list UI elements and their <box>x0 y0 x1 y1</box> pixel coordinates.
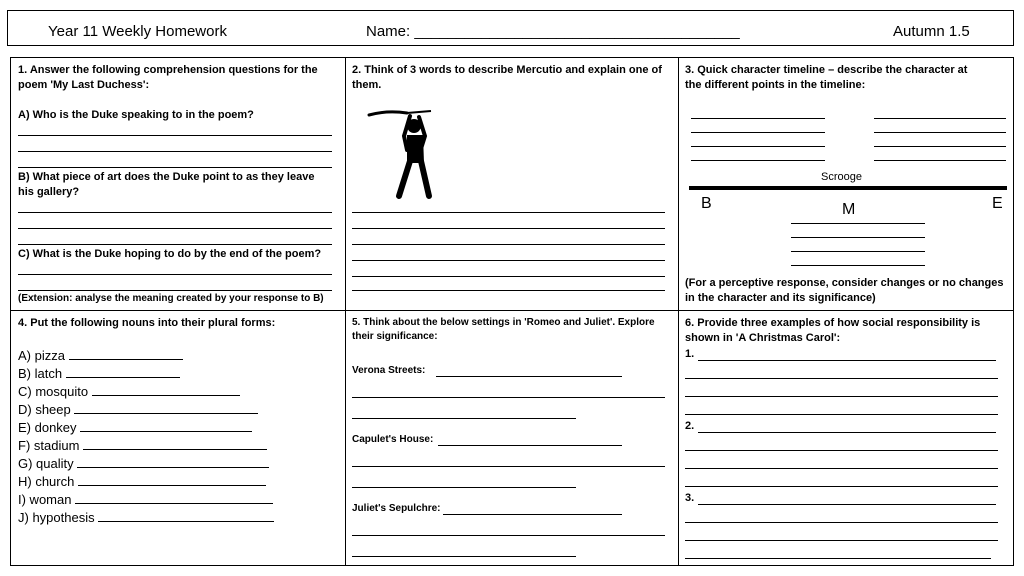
answer-line[interactable] <box>352 418 576 419</box>
plural-item <box>18 474 266 489</box>
answer-line[interactable] <box>18 135 332 136</box>
q2-prompt-cont: them. <box>352 79 382 91</box>
question-2-panel <box>345 58 678 310</box>
q5-prompt-cont: their significance: <box>352 331 438 342</box>
plural-noun: A) pizza <box>18 348 65 363</box>
question-4-panel <box>11 310 345 565</box>
timeline-end: E <box>992 195 1003 212</box>
answer-line[interactable] <box>698 504 996 505</box>
plural-item <box>18 384 240 399</box>
q1-question-a: A) Who is the Duke speaking to in the poem? <box>18 109 254 121</box>
q1-prompt-cont: poem 'My Last Duchess': <box>18 79 150 91</box>
answer-line[interactable] <box>352 397 665 398</box>
answer-line[interactable] <box>352 290 665 291</box>
answer-line[interactable] <box>80 421 252 432</box>
answer-line[interactable] <box>874 160 1006 161</box>
q3-note-cont: in the character and its significance) <box>685 292 876 304</box>
timeline-character: Scrooge <box>821 171 862 183</box>
plural-noun: J) hypothesis <box>18 510 95 525</box>
answer-line[interactable] <box>18 244 332 245</box>
q2-prompt: 2. Think of 3 words to describe Mercutio and explain one of <box>352 64 662 76</box>
setting-label: Juliet's Sepulchre: <box>352 503 441 514</box>
q5-prompt: 5. Think about the below settings in 'Romeo and Juliet'. Explore <box>352 317 655 328</box>
q1-question-b: B) What piece of art does the Duke point to as they leave <box>18 171 315 183</box>
q3-prompt: 3. Quick character timeline – describe the character at <box>685 64 968 76</box>
answer-line[interactable] <box>791 251 925 252</box>
answer-line[interactable] <box>685 396 998 397</box>
answer-line[interactable] <box>691 160 825 161</box>
answer-line[interactable] <box>685 414 998 415</box>
answer-line[interactable] <box>691 146 825 147</box>
name-field[interactable]: Name: _______________________________________ <box>366 23 740 40</box>
answer-line[interactable] <box>685 522 998 523</box>
answer-line[interactable] <box>685 468 998 469</box>
answer-line[interactable] <box>874 132 1006 133</box>
answer-line[interactable] <box>698 432 996 433</box>
q3-prompt-cont: the different points in the timeline: <box>685 79 866 91</box>
q6-prompt: 6. Provide three examples of how social responsibility is <box>685 317 981 329</box>
question-6-panel <box>678 310 1015 565</box>
answer-line[interactable] <box>685 486 998 487</box>
q4-prompt: 4. Put the following nouns into their plural forms: <box>18 317 276 329</box>
plural-noun: F) stadium <box>18 438 80 453</box>
plural-item <box>18 510 274 525</box>
answer-line[interactable] <box>78 475 266 486</box>
answer-line[interactable] <box>74 403 258 414</box>
example-number: 3. <box>685 492 695 504</box>
plural-noun: C) mosquito <box>18 384 89 399</box>
answer-line[interactable] <box>66 367 180 378</box>
q1-question-b-cont: his gallery? <box>18 186 80 198</box>
answer-line[interactable] <box>438 445 622 446</box>
example-number: 1. <box>685 348 695 360</box>
answer-line[interactable] <box>352 556 576 557</box>
plural-noun: G) quality <box>18 456 74 471</box>
plural-item <box>18 492 273 507</box>
answer-line[interactable] <box>352 487 576 488</box>
answer-line[interactable] <box>685 450 998 451</box>
answer-line[interactable] <box>77 457 269 468</box>
setting-label: Verona Streets: <box>352 365 426 376</box>
homework-grid <box>10 57 1014 566</box>
answer-line[interactable] <box>352 260 665 261</box>
answer-line[interactable] <box>18 228 332 229</box>
answer-line[interactable] <box>18 290 332 291</box>
plural-noun: D) sheep <box>18 402 71 417</box>
plural-item <box>18 456 269 471</box>
answer-line[interactable] <box>69 349 183 360</box>
answer-line[interactable] <box>443 514 622 515</box>
answer-line[interactable] <box>874 118 1006 119</box>
plural-noun: B) latch <box>18 366 63 381</box>
timeline-middle: M <box>842 201 856 218</box>
header-title: Year 11 Weekly Homework <box>48 23 227 40</box>
question-3-panel <box>678 58 1015 310</box>
answer-line[interactable] <box>83 439 267 450</box>
answer-line[interactable] <box>791 265 925 266</box>
answer-line[interactable] <box>18 151 332 152</box>
answer-line[interactable] <box>352 228 665 229</box>
answer-line[interactable] <box>352 212 665 213</box>
q1-question-c: C) What is the Duke hoping to do by the end of the poem? <box>18 248 322 260</box>
answer-line[interactable] <box>698 360 996 361</box>
answer-line[interactable] <box>352 466 665 467</box>
plural-item <box>18 402 258 417</box>
homework-header <box>7 10 1014 46</box>
plural-noun: H) church <box>18 474 75 489</box>
swordsman-icon <box>367 108 447 200</box>
plural-item <box>18 348 183 363</box>
q3-note: (For a perceptive response, consider changes or no changes <box>685 277 1004 289</box>
plural-item <box>18 366 180 381</box>
answer-line[interactable] <box>75 493 273 504</box>
plural-noun: E) donkey <box>18 420 77 435</box>
answer-line[interactable] <box>874 146 1006 147</box>
answer-line[interactable] <box>92 385 240 396</box>
answer-line[interactable] <box>791 223 925 224</box>
answer-line[interactable] <box>352 276 665 277</box>
setting-label: Capulet's House: <box>352 434 434 445</box>
plural-item <box>18 438 267 453</box>
answer-line[interactable] <box>691 118 825 119</box>
answer-line[interactable] <box>18 212 332 213</box>
q1-prompt: 1. Answer the following comprehension questions for the <box>18 64 318 76</box>
header-term: Autumn 1.5 <box>893 23 970 40</box>
q6-prompt-cont: shown in 'A Christmas Carol': <box>685 332 841 344</box>
answer-line[interactable] <box>685 558 991 559</box>
timeline-beginning: B <box>701 195 712 212</box>
answer-line[interactable] <box>352 535 665 536</box>
answer-line[interactable] <box>685 378 998 379</box>
question-1-panel <box>11 58 345 310</box>
q1-extension: (Extension: analyse the meaning created by your response to B) <box>18 293 324 304</box>
timeline-bar <box>689 186 1007 190</box>
answer-line[interactable] <box>791 237 925 238</box>
plural-noun: I) woman <box>18 492 72 507</box>
example-number: 2. <box>685 420 695 432</box>
answer-line[interactable] <box>685 540 998 541</box>
answer-line[interactable] <box>18 274 332 275</box>
question-5-panel <box>345 310 678 565</box>
plural-item <box>18 420 252 435</box>
answer-line[interactable] <box>18 167 332 168</box>
answer-line[interactable] <box>352 244 665 245</box>
answer-line[interactable] <box>436 376 622 377</box>
answer-line[interactable] <box>98 511 274 522</box>
answer-line[interactable] <box>691 132 825 133</box>
